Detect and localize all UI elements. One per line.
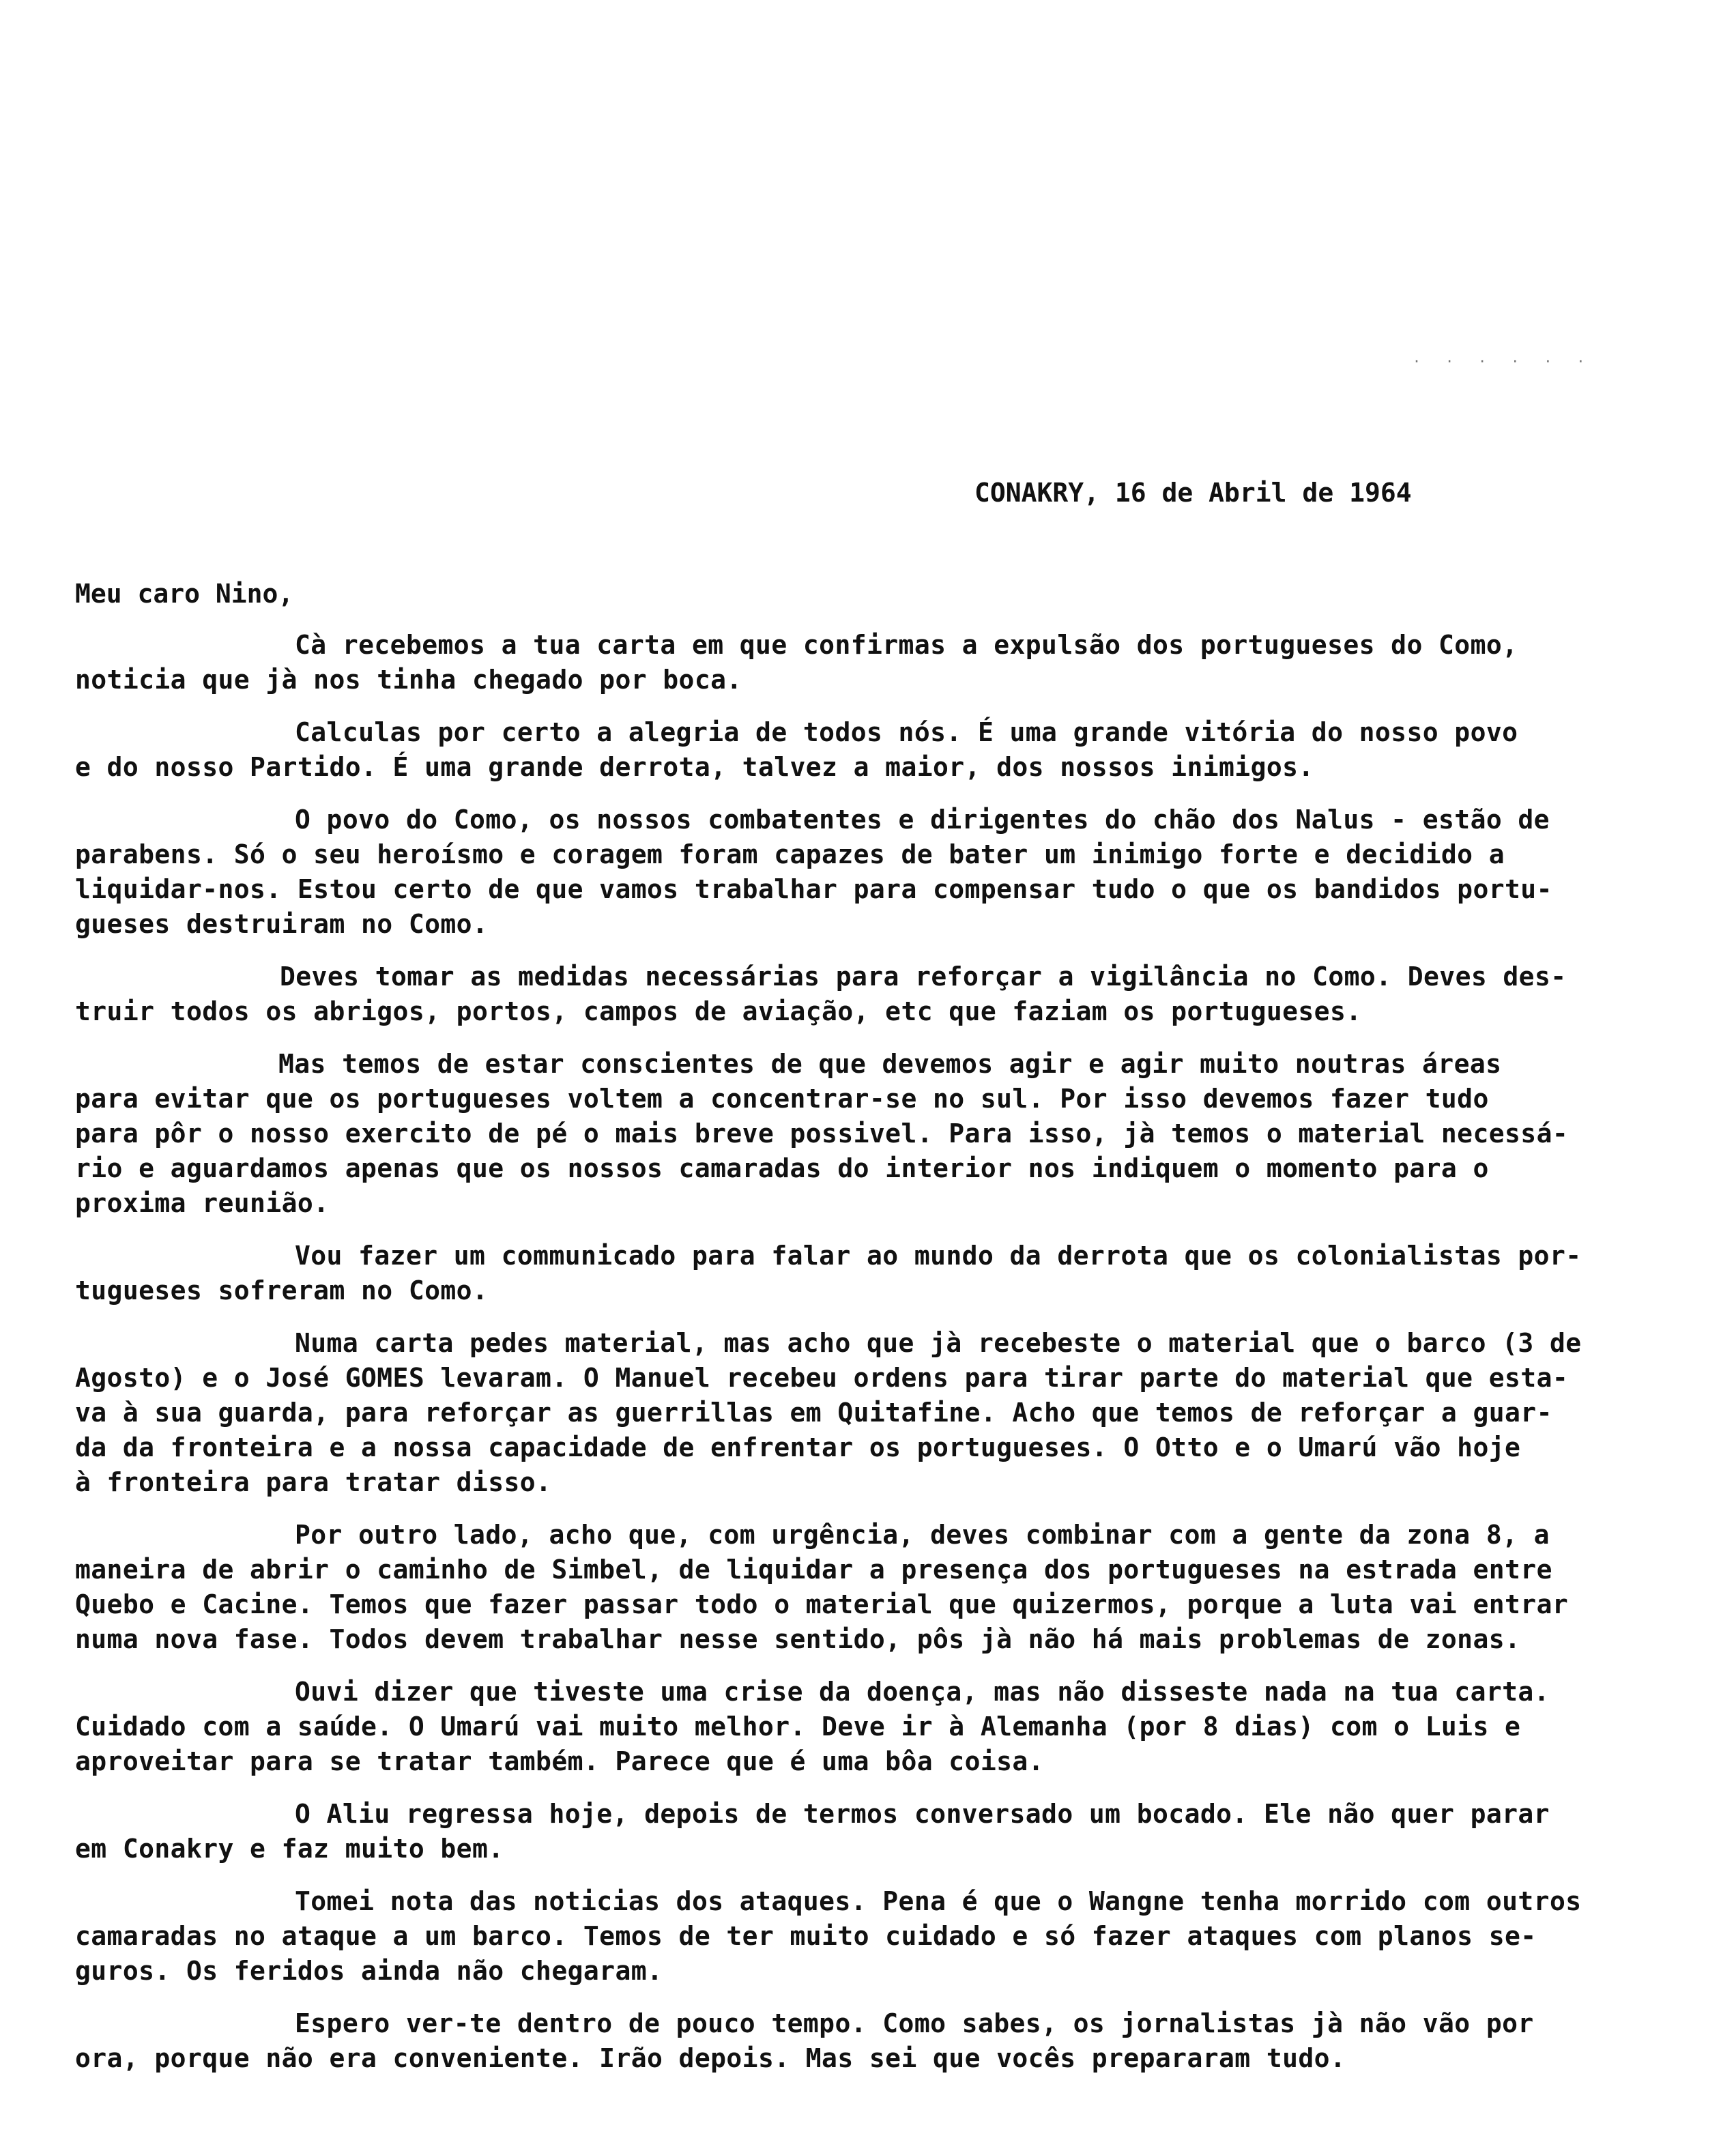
paragraph-line: para pôr o nosso exercito de pé o mais breve possivel. Para isso, jà temos o material necessá-	[75, 1118, 1569, 1149]
paragraph-line: Ouvi dizer que tiveste uma crise da doença, mas não disseste nada na tua carta.	[295, 1677, 1550, 1707]
paragraph-line: Quebo e Cacine. Temos que fazer passar todo o material que quizermos, porque a luta vai entrar	[75, 1589, 1569, 1619]
letter-body	[75, 628, 1672, 2094]
paragraph-line: Agosto) e o José GOMES levaram. O Manuel recebeu ordens para tirar parte do material que esta-	[75, 1363, 1569, 1393]
paragraph-line: Cà recebemos a tua carta em que confirmas a expulsão dos portugueses do Como,	[295, 630, 1518, 660]
paragraph-line: Mas temos de estar conscientes de que devemos agir e agir muito noutras áreas	[278, 1049, 1502, 1079]
letter-paragraph	[75, 2006, 1672, 2076]
paragraph-line: noticia que jà nos tinha chegado por boca.	[75, 665, 742, 695]
paragraph-line: à fronteira para tratar disso.	[75, 1467, 552, 1497]
paragraph-line: ora, porque não era conveniente. Irão depois. Mas sei que vocês prepararam tudo.	[75, 2043, 1346, 2073]
letter-dateline: CONAKRY, 16 de Abril de 1964	[974, 478, 1412, 508]
letter-paragraph	[75, 1675, 1672, 1779]
stray-marks: . . . . . .	[1413, 349, 1593, 366]
paragraph-line: Calculas por certo a alegria de todos nós. É uma grande vitória do nosso povo	[295, 717, 1518, 747]
paragraph-line: Vou fazer um communicado para falar ao mundo da derrota que os colonialistas por-	[295, 1241, 1582, 1271]
paragraph-line: O povo do Como, os nossos combatentes e dirigentes do chão dos Nalus - estão de	[295, 805, 1550, 835]
letter-paragraph	[75, 715, 1672, 785]
paragraph-line: em Conakry e faz muito bem.	[75, 1834, 504, 1864]
paragraph-line: gueses destruiram no Como.	[75, 909, 489, 939]
letter-paragraph	[75, 1884, 1672, 1989]
paragraph-line: truir todos os abrigos, portos, campos de aviação, etc que faziam os portugueses.	[75, 996, 1362, 1026]
paragraph-line: maneira de abrir o caminho de Simbel, de liquidar a presença dos portugueses na estrada entre	[75, 1555, 1552, 1585]
paragraph-line: proxima reunião.	[75, 1188, 330, 1218]
letter-paragraph	[75, 1326, 1672, 1500]
letter-greeting: Meu caro Nino,	[75, 579, 294, 609]
letter-paragraph	[75, 628, 1672, 697]
paragraph-line: va à sua guarda, para reforçar as guerrillas em Quitafine. Acho que temos de reforçar a guar-	[75, 1398, 1552, 1428]
paragraph-line: numa nova fase. Todos devem trabalhar nesse sentido, pôs jà não há mais problemas de zonas.	[75, 1624, 1521, 1654]
paragraph-line: Numa carta pedes material, mas acho que jà recebeste o material que o barco (3 de	[295, 1328, 1582, 1358]
paragraph-line: liquidar-nos. Estou certo de que vamos trabalhar para compensar tudo o que os bandidos portu-	[75, 874, 1552, 904]
paragraph-line: da da fronteira e a nossa capacidade de enfrentar os portugueses. O Otto e o Umarú vão hoje	[75, 1432, 1521, 1462]
paragraph-line: camaradas no ataque a um barco. Temos de ter muito cuidado e só fazer ataques com planos se-	[75, 1921, 1537, 1951]
paragraph-line: Espero ver-te dentro de pouco tempo. Como sabes, os jornalistas jà não vão por	[295, 2008, 1534, 2038]
letter-paragraph	[75, 1047, 1672, 1221]
letter-paragraph	[75, 1239, 1672, 1308]
paragraph-line: Deves tomar as medidas necessárias para reforçar a vigilância no Como. Deves des-	[280, 962, 1567, 992]
paragraph-line: tugueses sofreram no Como.	[75, 1275, 489, 1305]
letter-paragraph	[75, 803, 1672, 942]
paragraph-line: Por outro lado, acho que, com urgência, deves combinar com a gente da zona 8, a	[295, 1520, 1550, 1550]
paragraph-line: parabens. Só o seu heroísmo e coragem foram capazes de bater um inimigo forte e decidido a	[75, 839, 1505, 869]
paragraph-line: Tomei nota das noticias dos ataques. Pena é que o Wangne tenha morrido com outros	[295, 1886, 1582, 1916]
paragraph-line: aproveitar para se tratar também. Parece que é uma bôa coisa.	[75, 1746, 1044, 1776]
letter-paragraph	[75, 959, 1672, 1029]
paragraph-line: Cuidado com a saúde. O Umarú vai muito melhor. Deve ir à Alemanha (por 8 dias) com o Luis e	[75, 1712, 1521, 1742]
paragraph-line: O Aliu regressa hoje, depois de termos conversado um bocado. Ele não quer parar	[295, 1799, 1550, 1829]
paragraph-line: guros. Os feridos ainda não chegaram.	[75, 1956, 663, 1986]
letter-paragraph	[75, 1797, 1672, 1866]
paragraph-line: e do nosso Partido. É uma grande derrota, talvez a maior, dos nossos inimigos.	[75, 752, 1314, 782]
paragraph-line: para evitar que os portugueses voltem a concentrar-se no sul. Por isso devemos fazer tudo	[75, 1084, 1489, 1114]
letter-paragraph	[75, 1518, 1672, 1657]
paragraph-line: rio e aguardamos apenas que os nossos camaradas do interior nos indiquem o momento para o	[75, 1153, 1489, 1183]
